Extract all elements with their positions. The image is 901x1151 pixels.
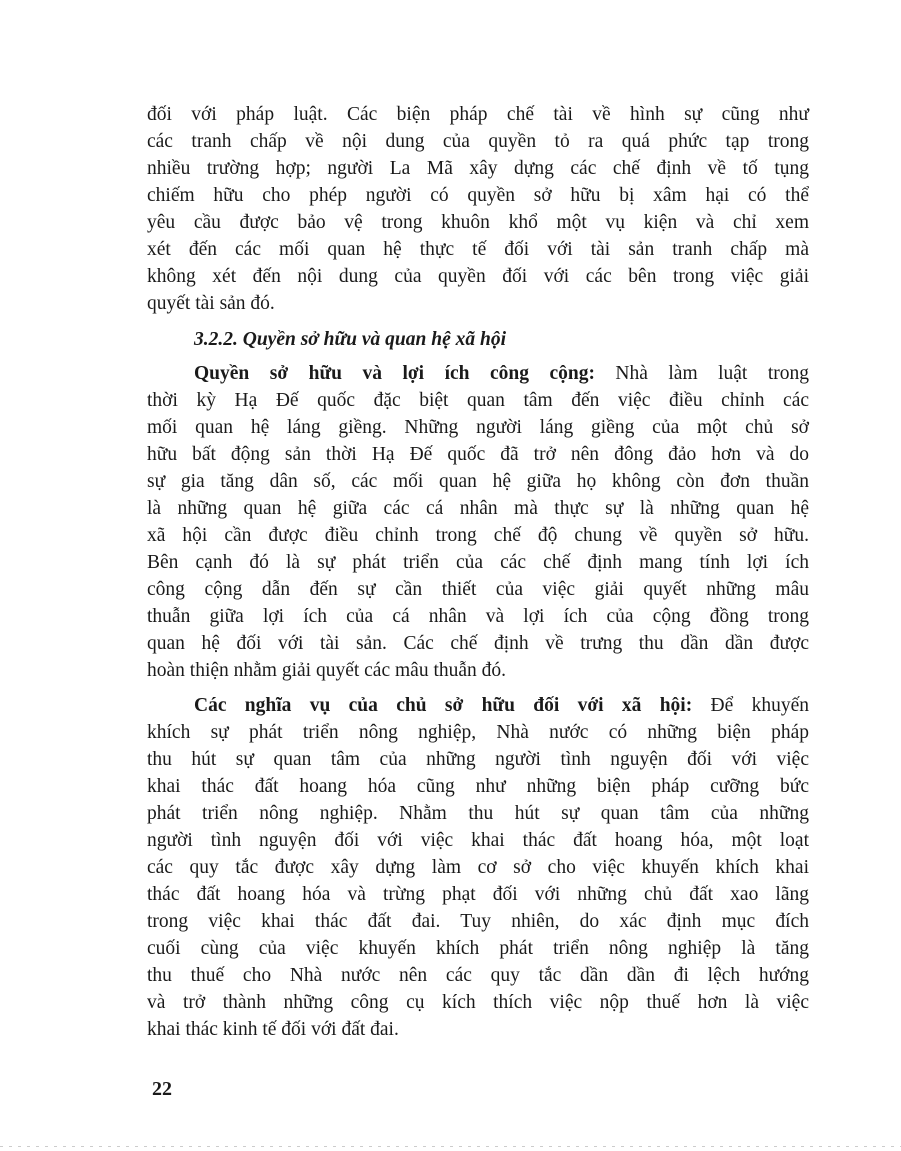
body-text-line: là những quan hệ giữa các cá nhân mà thực sự là những quan hệ [147, 498, 809, 519]
body-text-line: các quy tắc được xây dựng làm cơ sở cho việc khuyến khích khai [147, 857, 809, 878]
body-text-line: thời kỳ Hạ Đế quốc đặc biệt quan tâm đến việc điều chỉnh các [147, 390, 809, 411]
body-text-line: Bên cạnh đó là sự phát triển của các chế định mang tính lợi ích [147, 552, 809, 573]
body-text-line: xét đến các mối quan hệ thực tế đối với tài sản tranh chấp mà [147, 239, 809, 260]
bottom-scan-edge [0, 1146, 901, 1147]
body-text-line: sự gia tăng dân số, các mối quan hệ giữa họ không còn đơn thuần [147, 471, 809, 492]
body-text-line: thác đất hoang hóa và trừng phạt đối với những chủ đất xao lãng [147, 884, 809, 905]
page-number: 22 [152, 1078, 172, 1100]
body-text-line: thu thuế cho Nhà nước nên các quy tắc dần dần đi lệch hướng [147, 965, 809, 986]
body-text-line: hữu bất động sản thời Hạ Đế quốc đã trở nên đông đảo hơn và do [147, 444, 809, 465]
body-text-line: yêu cầu được bảo vệ trong khuôn khổ một vụ kiện và chỉ xem [147, 212, 809, 233]
body-text-line: xã hội cần được điều chỉnh trong chế độ chung về quyền sở hữu. [147, 525, 809, 546]
body-text-line: chiếm hữu cho phép người có quyền sở hữu bị xâm hại có thể [147, 185, 809, 206]
body-text-line: các tranh chấp về nội dung của quyền tỏ ra quá phức tạp trong [147, 131, 809, 152]
body-text-line: trong việc khai thác đất đai. Tuy nhiên, do xác định mục đích [147, 911, 809, 932]
paragraph-lead-line [194, 692, 809, 719]
body-text-line: khai thác kinh tế đối với đất đai. [147, 1019, 399, 1040]
body-text-line: quyết tài sản đó. [147, 293, 275, 314]
body-text-line: và trở thành những công cụ kích thích việc nộp thuế hơn là việc [147, 992, 809, 1013]
paragraph-lead-bold: Các nghĩa vụ của chủ sở hữu đối với xã hội: [194, 695, 693, 716]
body-text-line: hoàn thiện nhằm giải quyết các mâu thuẫn đó. [147, 660, 507, 681]
paragraph-lead-rest: Để khuyến [692, 695, 809, 716]
body-text-line: thu hút sự quan tâm của những người tình nguyện đối với việc [147, 749, 809, 770]
paragraph-lead-rest: Nhà làm luật trong [594, 363, 809, 384]
body-text-line: nhiều trường hợp; người La Mã xây dựng các chế định về tố tụng [147, 158, 809, 179]
body-text-line: đối với pháp luật. Các biện pháp chế tài về hình sự cũng như [147, 104, 809, 125]
body-text-line: không xét đến nội dung của quyền đối với các bên trong việc giải [147, 266, 809, 287]
body-text-line: khích sự phát triển nông nghiệp, Nhà nước có những biện pháp [147, 722, 809, 743]
body-text-line: quan hệ đối với tài sản. Các chế định về trưng thu dần dần được [147, 633, 809, 654]
body-text-line: khai thác đất hoang hóa cũng như những biện pháp cưỡng bức [147, 776, 809, 797]
paragraph-lead-bold: Quyền sở hữu và lợi ích công cộng: [194, 363, 595, 384]
body-text-line: người tình nguyện đối với việc khai thác đất hoang hóa, một loạt [147, 830, 809, 851]
paragraph-lead-line [194, 360, 809, 387]
body-text-line: cuối cùng của việc khuyến khích phát triển nông nghiệp là tăng [147, 938, 809, 959]
body-text-line: mối quan hệ láng giềng. Những người láng giềng của một chủ sở [147, 417, 809, 438]
section-heading: 3.2.2. Quyền sở hữu và quan hệ xã hội [194, 329, 506, 350]
body-text-line: phát triển nông nghiệp. Nhằm thu hút sự quan tâm của những [147, 803, 809, 824]
body-text-line: thuẫn giữa lợi ích của cá nhân và lợi ích của cộng đồng trong [147, 606, 809, 627]
body-text-line: công cộng dẫn đến sự cần thiết của việc giải quyết những mâu [147, 579, 809, 600]
